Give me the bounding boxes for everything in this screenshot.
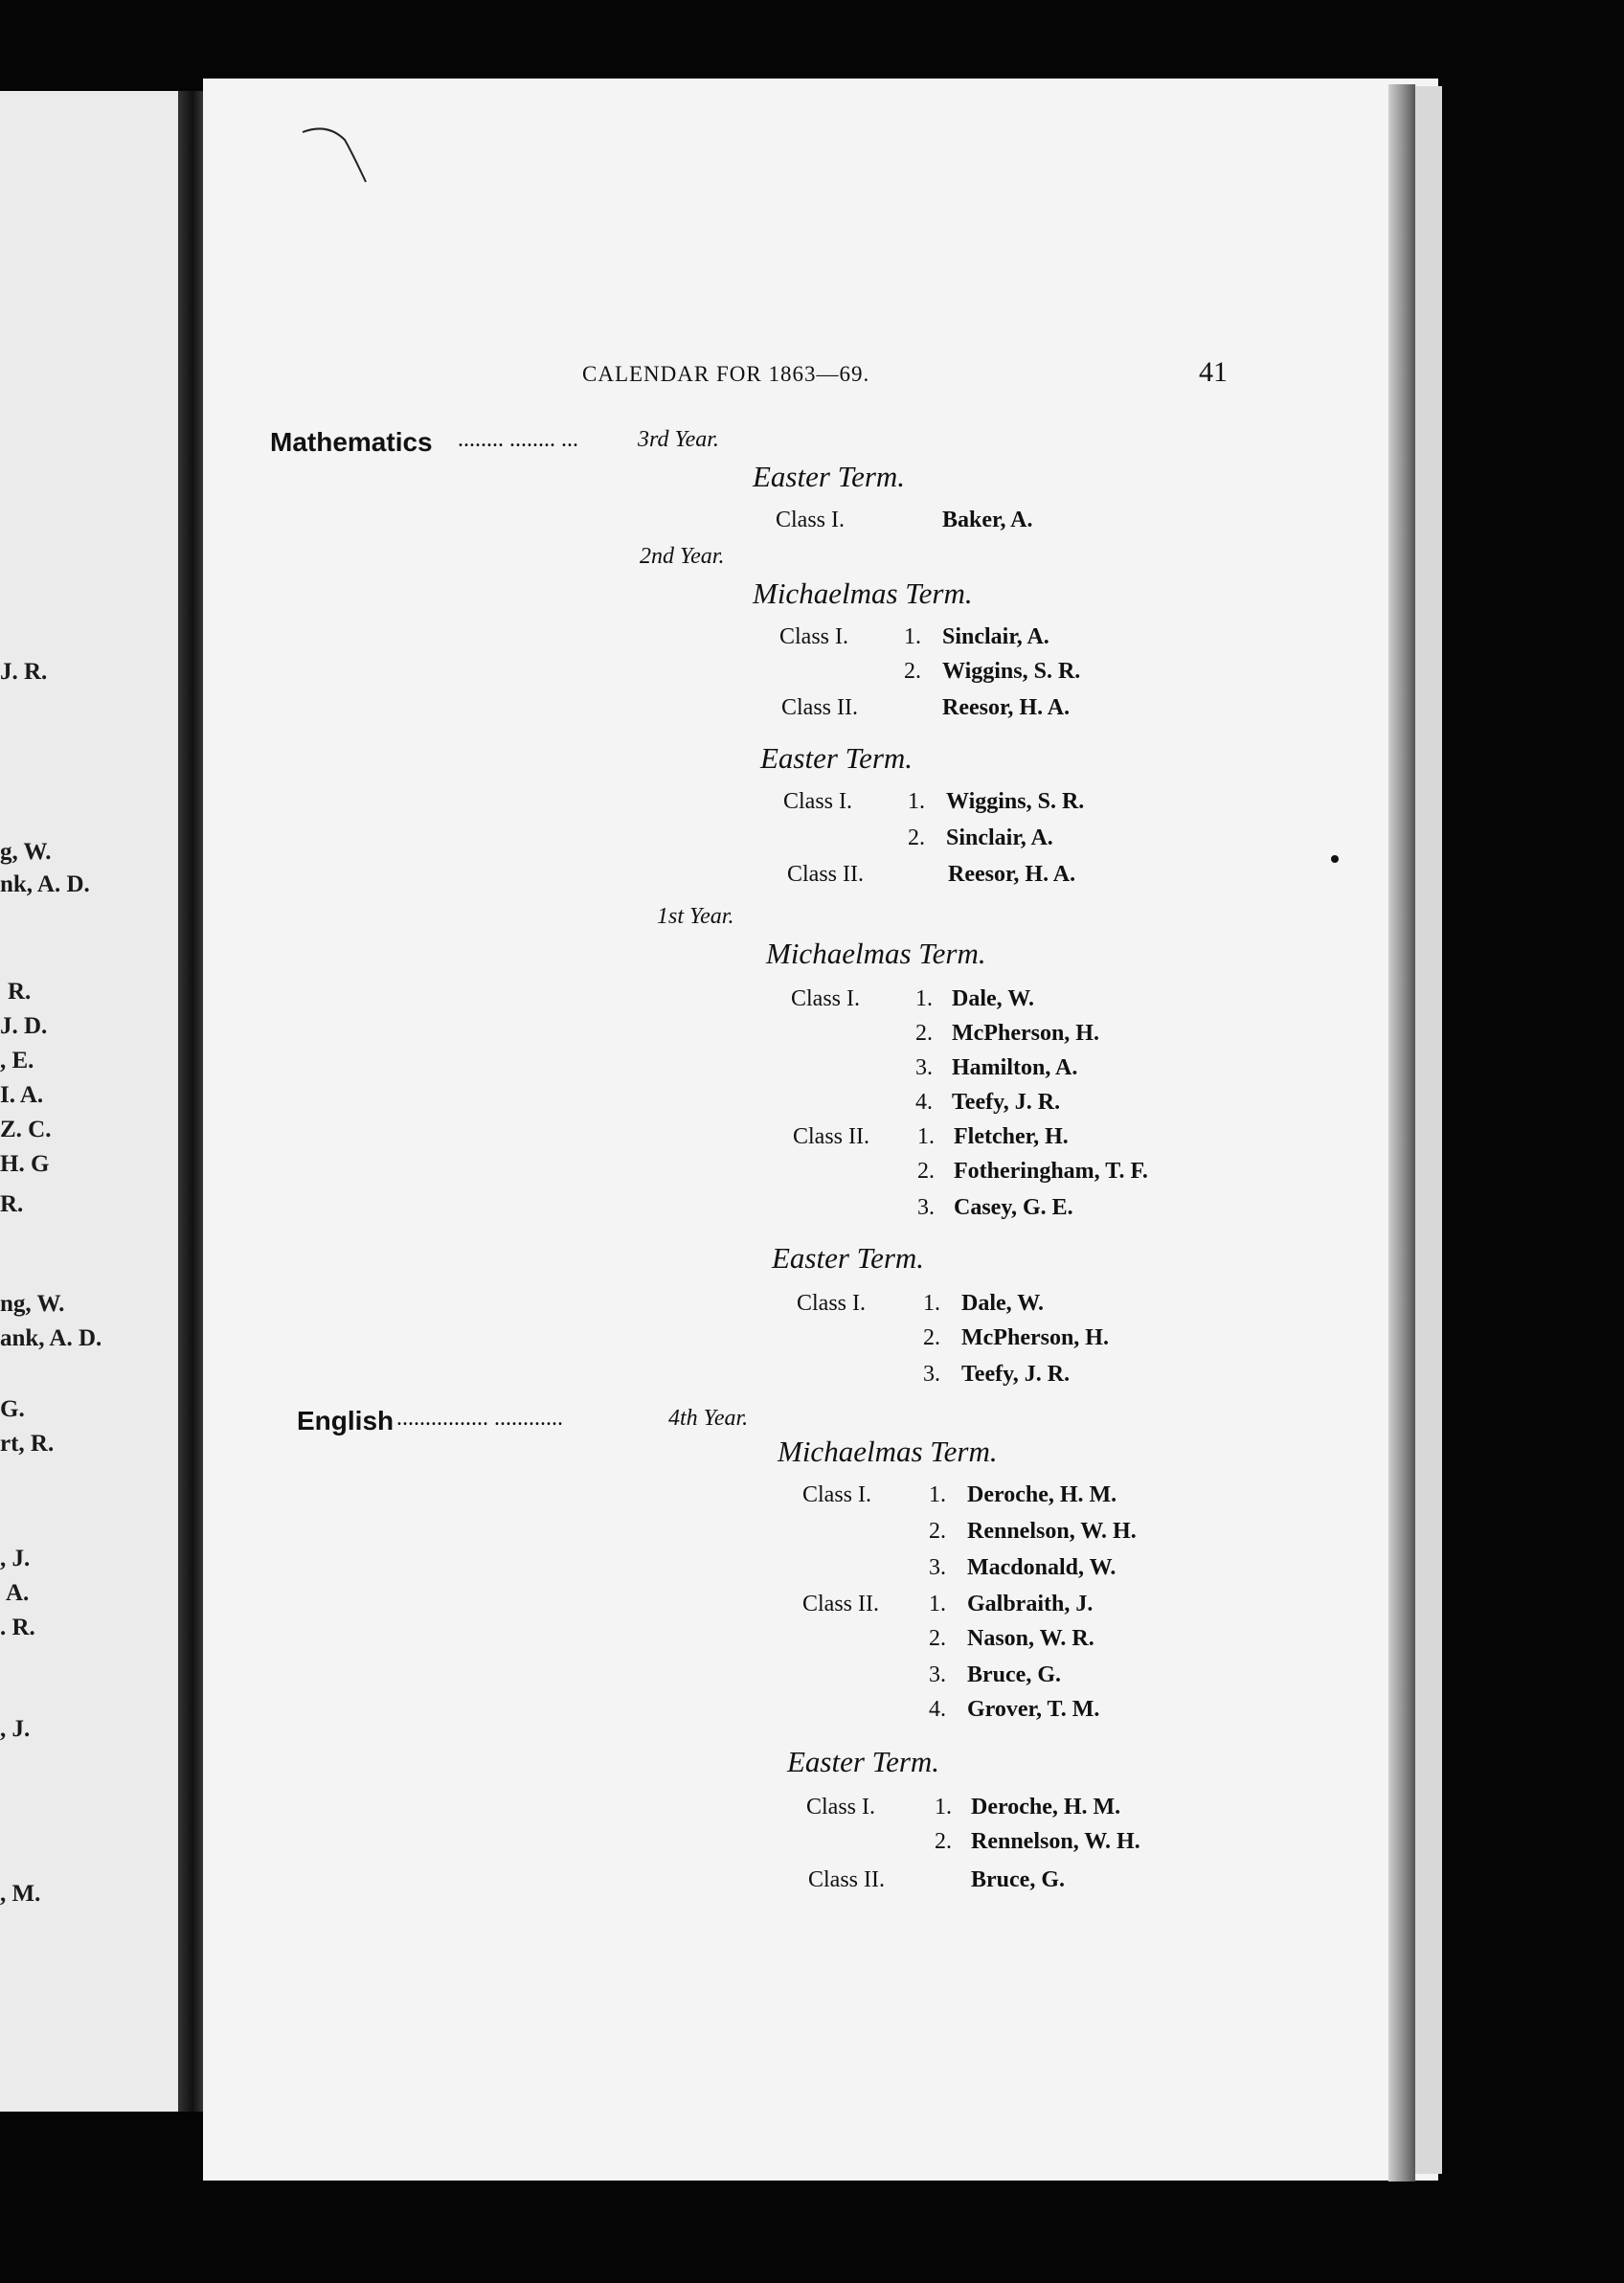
rank-number: 2.	[915, 1021, 933, 1046]
left-fragment: R.	[0, 1191, 24, 1217]
left-fragment: nk, A. D.	[0, 871, 90, 897]
subject-heading: Mathematics	[270, 427, 433, 457]
term-heading: Easter Term.	[753, 460, 906, 493]
class-label: Class II.	[793, 1124, 869, 1149]
term-heading: Easter Term.	[772, 1241, 925, 1275]
running-header: CALENDAR FOR 1863—69.	[582, 362, 870, 386]
rank-number: 2.	[904, 659, 921, 684]
student-name: Hamilton, A.	[952, 1055, 1078, 1080]
student-name: Rennelson, W. H.	[971, 1829, 1140, 1854]
rank-number: 2.	[929, 1626, 946, 1651]
left-fragment: A.	[6, 1580, 30, 1606]
subject-heading: English	[297, 1406, 395, 1435]
term-heading: Michaelmas Term.	[778, 1435, 998, 1468]
left-fragment: , J.	[0, 1546, 31, 1571]
year-label: 2nd Year.	[640, 544, 725, 569]
dot-leader: ........ ........ ...	[458, 427, 578, 452]
rank-number: 1.	[929, 1482, 946, 1507]
class-label: Class I.	[806, 1795, 875, 1820]
student-name: Reesor, H. A.	[942, 695, 1071, 720]
year-label: 1st Year.	[657, 904, 734, 929]
page-edge	[1415, 86, 1442, 2174]
class-label: Class I.	[802, 1482, 871, 1507]
student-name: Dale, W.	[952, 986, 1035, 1011]
left-fragment: J. D.	[0, 1013, 48, 1039]
student-name: Deroche, H. M.	[967, 1482, 1117, 1507]
rank-number: 1.	[923, 1291, 940, 1316]
rank-number: 2.	[908, 825, 925, 850]
student-name: Bruce, G.	[967, 1662, 1061, 1687]
left-fragment: Z. C.	[0, 1117, 52, 1142]
left-fragment: ank, A. D.	[0, 1325, 102, 1351]
student-name: Sinclair, A.	[942, 624, 1049, 649]
student-name: Teefy, J. R.	[961, 1362, 1071, 1387]
rank-number: 1.	[904, 624, 921, 649]
page-edge-shadow	[1388, 84, 1415, 2181]
student-name: Dale, W.	[961, 1291, 1045, 1316]
student-name: Galbraith, J.	[967, 1592, 1094, 1616]
rank-number: 1.	[908, 789, 925, 814]
rank-number: 3.	[923, 1362, 940, 1387]
class-label: Class II.	[808, 1867, 885, 1892]
rank-number: 3.	[917, 1195, 935, 1220]
left-fragment: , M.	[0, 1881, 41, 1907]
term-heading: Easter Term.	[760, 741, 914, 775]
student-name: Teefy, J. R.	[952, 1090, 1061, 1115]
class-label: Class II.	[787, 862, 864, 887]
year-label: 4th Year.	[668, 1406, 749, 1431]
class-label: Class II.	[781, 695, 858, 720]
rank-number: 1.	[935, 1795, 952, 1820]
rank-number: 2.	[929, 1519, 946, 1544]
term-heading: Easter Term.	[787, 1745, 940, 1778]
student-name: Deroche, H. M.	[971, 1795, 1121, 1820]
left-fragment: R.	[8, 979, 32, 1005]
class-label: Class II.	[802, 1592, 879, 1616]
left-fragment: H. G	[0, 1151, 50, 1177]
student-name: Macdonald, W.	[967, 1555, 1116, 1580]
student-name: Casey, G. E.	[954, 1195, 1073, 1220]
rank-number: 3.	[915, 1055, 933, 1080]
rank-number: 1.	[929, 1592, 946, 1616]
class-label: Class I.	[776, 508, 845, 532]
rank-number: 4.	[915, 1090, 933, 1115]
left-fragment: . R.	[0, 1615, 35, 1640]
rank-number: 4.	[929, 1697, 946, 1722]
rank-number: 3.	[929, 1555, 946, 1580]
rank-number: 1.	[917, 1124, 935, 1149]
left-fragment: g, W.	[0, 839, 52, 865]
left-fragment: rt, R.	[0, 1431, 55, 1457]
year-label: 3rd Year.	[638, 427, 719, 452]
student-name: Wiggins, S. R.	[946, 789, 1085, 814]
ink-dot	[1331, 855, 1339, 863]
rank-number: 3.	[929, 1662, 946, 1687]
class-label: Class I.	[797, 1291, 866, 1316]
rank-number: 2.	[923, 1325, 940, 1350]
student-name: Fotheringham, T. F.	[954, 1159, 1148, 1184]
left-fragment: I. A.	[0, 1082, 44, 1108]
rank-number: 2.	[917, 1159, 935, 1184]
student-name: Sinclair, A.	[946, 825, 1053, 850]
student-name: McPherson, H.	[961, 1325, 1109, 1350]
class-label: Class I.	[791, 986, 860, 1011]
left-fragment: J. R.	[0, 659, 48, 685]
rank-number: 1.	[915, 986, 933, 1011]
term-heading: Michaelmas Term.	[753, 576, 973, 610]
student-name: Fletcher, H.	[954, 1124, 1069, 1149]
student-name: Reesor, H. A.	[948, 862, 1076, 887]
left-fragment: , J.	[0, 1716, 31, 1742]
dot-leader: ................ ............	[396, 1406, 563, 1431]
class-label: Class I.	[783, 789, 852, 814]
student-name: McPherson, H.	[952, 1021, 1099, 1046]
student-name: Rennelson, W. H.	[967, 1519, 1137, 1544]
student-name: Bruce, G.	[971, 1867, 1065, 1892]
class-label: Class I.	[779, 624, 848, 649]
student-name: Grover, T. M.	[967, 1697, 1100, 1722]
page-number: 41	[1199, 356, 1228, 388]
left-fragment: ng, W.	[0, 1291, 65, 1317]
term-heading: Michaelmas Term.	[766, 937, 986, 970]
left-fragment: G.	[0, 1396, 25, 1422]
left-fragment: , E.	[0, 1048, 34, 1074]
pencil-mark	[299, 123, 375, 190]
student-name: Wiggins, S. R.	[942, 659, 1081, 684]
student-name: Nason, W. R.	[967, 1626, 1094, 1651]
student-name: Baker, A.	[942, 508, 1033, 532]
rank-number: 2.	[935, 1829, 952, 1854]
